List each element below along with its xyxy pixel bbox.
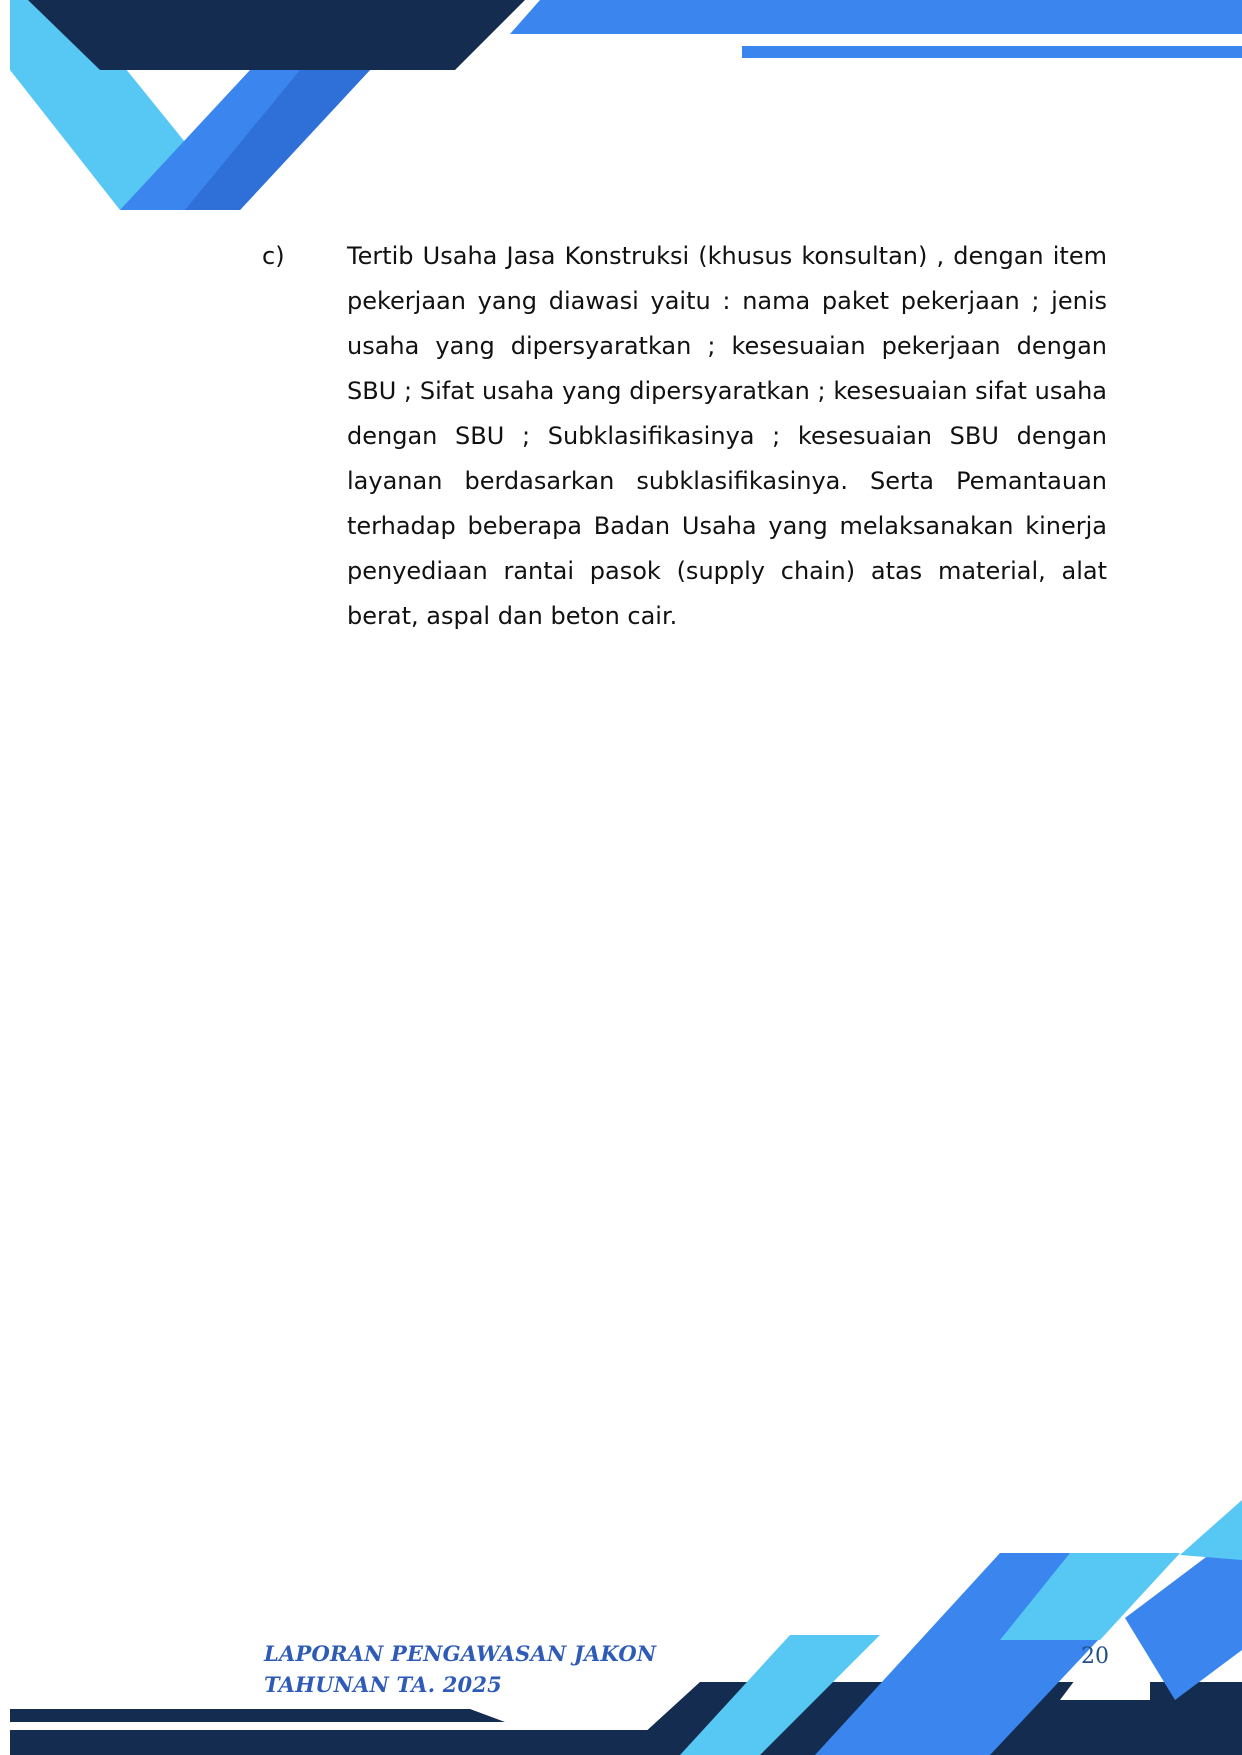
list-item xyxy=(262,234,1107,639)
header-top-blue-bar xyxy=(510,0,1242,34)
footer-light-diagonal-3 xyxy=(1180,1500,1242,1560)
page-number: 20 xyxy=(1081,1644,1109,1669)
footer-title-line-2: TAHUNAN TA. 2025 xyxy=(264,1672,502,1697)
footer-ornament xyxy=(10,1500,1242,1755)
header-navy-bar xyxy=(28,0,525,70)
header-ornament xyxy=(10,0,1242,210)
footer-report-title xyxy=(264,1638,656,1700)
footer-navy-upper-bar xyxy=(10,1709,505,1722)
header-thin-blue-bar xyxy=(742,46,1242,58)
list-item-label: c) xyxy=(262,242,285,270)
list-item-text: Tertib Usaha Jasa Konstruksi (khusus konsultan) , dengan item pekerjaan yang diawasi yaitu : nama paket pekerjaan ; jenis usaha yang dipersyaratkan ; kesesuaian pekerjaan dengan SBU ; Sifat usaha yang dipersyaratkan ; kesesuaian sifat usaha dengan SBU ; Subklasifikasinya ; kesesuaian SBU dengan layanan berdasarkan subklasifikasinya. Serta Pemantauan terhadap beberapa Badan Usaha yang melaksanakan kinerja penyediaan rantai pasok (supply chain) atas material, alat berat, aspal dan beton cair. xyxy=(347,242,1107,630)
body-content xyxy=(262,234,1107,639)
footer-title-line-1: LAPORAN PENGAWASAN JAKON xyxy=(264,1641,657,1666)
